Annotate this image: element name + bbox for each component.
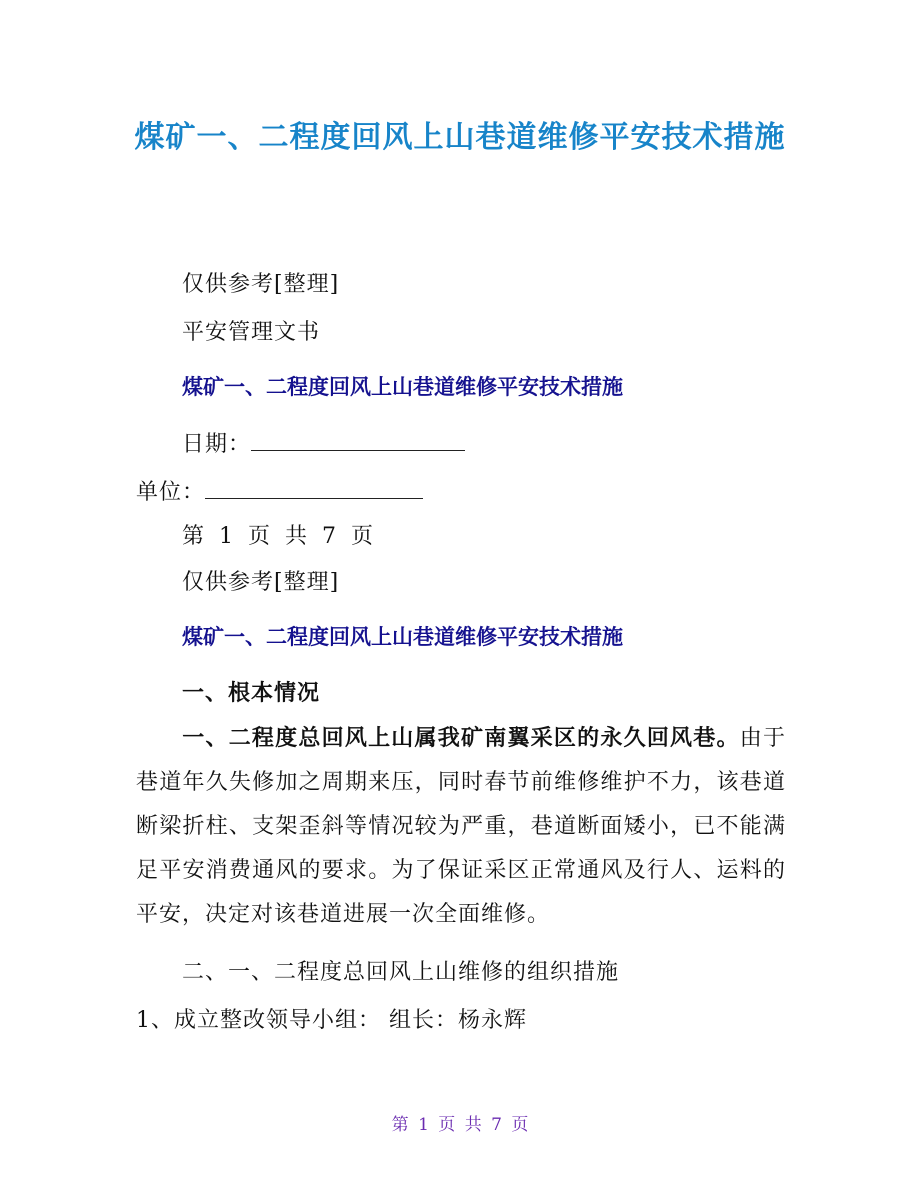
reference-note-2: 仅供参考[整理] [182,570,340,595]
unit-blank-line [205,476,423,499]
reference-note: 仅供参考[整理] [182,272,340,297]
date-label: 日期： [182,432,252,457]
document-category: 平安管理文书 [182,320,321,345]
section-heading-basic-situation: 一、根本情况 [182,680,321,706]
date-field [182,428,465,460]
section-heading-organization: 二、一、二程度总回风上山维修的组织措施 [182,960,620,985]
paragraph-lead: 一、二程度总回风上山属我矿南翼采区的永久回风巷。 [182,725,740,751]
date-blank-line [251,428,465,451]
document-subtitle: 煤矿一、二程度回风上山巷道维修平安技术措施 [182,375,623,399]
list-item-leadership-group: 1、成立整改领导小组： 组长：杨永辉 [136,1008,527,1033]
document-title: 煤矿一、二程度回风上山巷道维修平安技术措施 [134,120,786,155]
paragraph-body: 由于巷道年久失修加之周期来压，同时春节前维修维护不力，该巷道断梁折柱、支架歪斜等情况较为严重，巷道断面矮小，已不能满足平安消费通风的要求。为了保证采区正常通风及行人、运料的平安，决定对该巷道进展一次全面维修。 [136,726,786,927]
page-info: 第 1 页 共 7 页 [182,524,374,549]
paragraph-basic-situation [136,716,786,937]
unit-field [136,476,423,508]
page-footer: 第 1 页 共 7 页 [391,1115,529,1135]
unit-label: 单位： [136,480,206,505]
document-subtitle-2: 煤矿一、二程度回风上山巷道维修平安技术措施 [182,625,623,649]
